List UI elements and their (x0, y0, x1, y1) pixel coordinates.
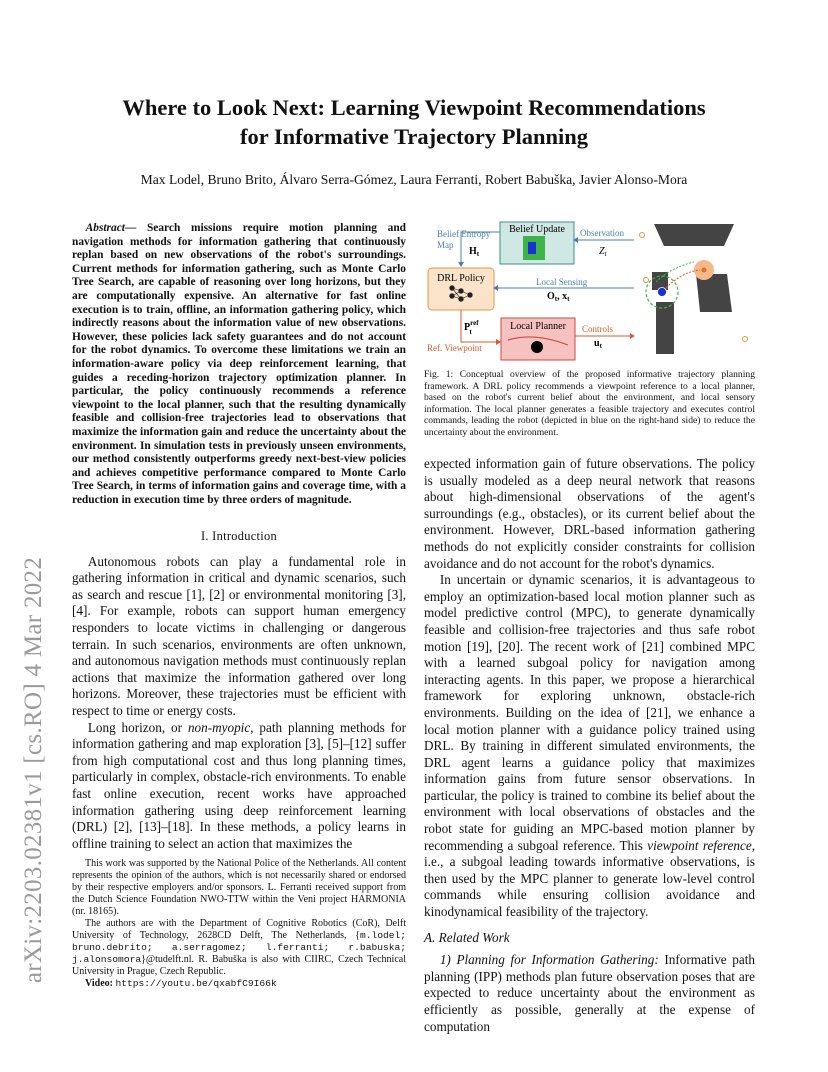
environment-scene (634, 222, 752, 362)
drl-policy-label: DRL Policy (437, 273, 485, 284)
abstract-text: — Search missions require motion planning and navigation methods for information gathering that continuously replan based on new observations of the robot's surroundings. Current methods for information gathering, such as Monte Carlo Tree Search, are capable of reasoning over long horizons, but they are computationally expensive. An alternative for fast online execution is to train, offline, an information gathering policy, which indirectly reasons about the information value of new observations. However, these policies lack safety guarantees and do not account for the robot dynamics. To overcome these limitations we train an information-aware policy via deep reinforcement learning, that guides a receding-horizon trajectory optimization planner. In particular, the policy continuously recommends a reference viewpoint to the local planner, such that the resulting dynamically feasible and collision-free trajectories lead to observations that maximize the information gain and reduce the uncertainty about the environment. In simulation tests in previously unseen environments, our method consistently outperforms greedy next-best-view policies and achieves competitive performance compared to Monte Carlo Tree Search, in terms of information gains and coverage time, with a reduction in execution time by three orders of magnitude. (72, 222, 406, 506)
obstacle-left-bottom (656, 302, 674, 354)
title-line-1: Where to Look Next: Learning Viewpoint Recommendations (122, 95, 706, 120)
figure-1-diagram (424, 218, 755, 364)
local-sensing-label: Local Sensing (536, 277, 588, 287)
right-paragraph-1: expected information gain of future observations. The policy is usually modeled as a deep neural network that reasons about high-dimensional observations of the agent's surroundings (e.g., obstacles), or its current belief about the environment. However, DRL-based information gathering methods do not explicitly consider constraints for collision avoidance and do not account for the robot's dynamics. (424, 456, 755, 571)
robot-dot (531, 341, 543, 353)
right-column-body (424, 456, 755, 1035)
h-t-symbol: $H_t$ (469, 246, 480, 258)
footnote-affiliation: The authors are with the Department of Cognitive Robotics (CoR), Delft University of Technology, 2628CD Delft, The Netherlands, {m.lodel; bruno.debrito; a.serragomez; l.ferranti; r.babuska; j.alonsomora}@tudelft.nl. R. Babuška is also with CIIRC, Czech Technical University in Prague, Czech Republic. (72, 918, 406, 977)
z-t-symbol: $Z_t$ (599, 246, 607, 258)
right-paragraph-3: 1) Planning for Information Gathering: Informative path planning (IPP) methods plan future observation poses that are expected to reduce uncertainty about the environment as efficiently as possible, generally at the expense of computation (424, 952, 755, 1034)
paper-title (0, 93, 828, 151)
obstacle-top (654, 224, 734, 246)
obstacle-right (696, 274, 732, 312)
video-link[interactable]: https://youtu.be/qxabfC9I66k (115, 978, 277, 989)
introduction (72, 528, 406, 852)
observation-label: Observation (580, 228, 624, 238)
robot-icon (658, 288, 667, 297)
author-emails: m.lodel; bruno.debrito; a.serragomez; l.ferranti; r.babuska; j.alonsomora (72, 930, 406, 965)
arxiv-stamp (10, 280, 58, 984)
author-list: Max Lodel, Bruno Brito, Álvaro Serra-Gómez, Laura Ferranti, Robert Babuška, Javier Alonso-Mora (140, 172, 688, 187)
map-label: Map (437, 240, 454, 250)
title-line-2: for Informative Trajectory Planning (239, 124, 589, 149)
controls-label: Controls (582, 324, 614, 334)
ref-viewpoint-arrowhead (496, 339, 501, 345)
o-x-symbol: $O_t$, $x_t$ (547, 291, 570, 303)
entropy-arrowhead (458, 262, 464, 267)
viewpoint-marker (702, 268, 707, 273)
abstract-label: Abstract (85, 222, 125, 234)
subsubsection-ipp: 1) Planning for Information Gathering: (439, 952, 659, 968)
figure-1-caption: Fig. 1: Conceptual overview of the proposed informative trajectory planning framework. A DRL policy recommends a viewpoint reference to a local planner, based on the robot's current belief about the environment, and local sensory information. The local planner generates a feasible trajectory and executes control commands, leading the robot (depicted in blue on the right-hand side) to reduce the uncertainty about the environment. (424, 369, 755, 438)
footnote-funding: This work was supported by the National Police of the Netherlands. All content represents the opinion of the authors, which is not necessarily shared or endorsed by their respective employers and/or sponsors. L. Ferranti received support from the Dutch Science Foundation NWO-TTW within the Veni project HARMONIA (nr. 18165). (72, 858, 406, 917)
footnotes (72, 858, 406, 990)
p-ref-symbol: $P^{ref}$ t (464, 319, 479, 336)
footnote-video: Video: https://youtu.be/qxabfC9I66k (85, 978, 277, 989)
local-planner-label: Local Planner (510, 321, 566, 332)
belief-entropy-label: Belief Entropy (437, 229, 491, 239)
intro-paragraph-2: Long horizon, or non-myopic, path planning methods for information gathering and map exploration [3], [5]–[12] suffer from high computational cost and thus long planning times, particularly in complex, obstacle-rich environments. To enable fast online execution, recent works have approached information gathering using deep reinforcement learning (DRL) [2], [13]–[18]. In these methods, a policy learns in offline training to select an action that maximizes the (72, 719, 407, 851)
subsection-related-work: A. Related Work (424, 929, 510, 945)
arxiv-id: arXiv:2203.02381v1 [cs.RO] 4 Mar 2022 (20, 556, 47, 984)
ref-viewpoint-label: Ref. Viewpoint (427, 343, 482, 353)
section-heading-introduction: I. Introduction (200, 529, 278, 543)
belief-update-label: Belief Update (509, 224, 565, 235)
intro-paragraph-1: Autonomous robots can play a fundamental role in gathering information in critical and dynamic scenarios, such as search and rescue [1], [2] or environmental monitoring [3], [4]. For example, robots can support human emergency responders to locate victims in challenging or dangerous terrain. In such scenarios, environments are often unknown, and autonomous navigation methods must continuously replan actions that maximize the information gathered over long horizons. Moreover, these trajectories must be efficient with respect to time or energy costs. (72, 553, 406, 718)
right-paragraph-2: In uncertain or dynamic scenarios, it is advantageous to employ an optimization-based local motion planner such as model predictive control (MPC), to generate dynamically feasible and collision-free trajectories and thus safe robot motion [19], [20]. The recent work of [21] combined MPC with a learned subgoal policy for navigation among interacting agents. In this paper, we propose a hierarchical framework for exploring unknown, obstacle-rich environments. Building on the idea of [21], we enhance a local motion planner with a guidance policy trained using DRL. By training in different simulated environments, the DRL agent learns a guidance policy that maximizes information gains from future sensor observations. In particular, the policy is trained to combine its belief about the environment with local observations of obstacles and the robot state for guiding an MPC-based motion planner by recommending a subgoal reference. This viewpoint reference, i.e., a subgoal leading towards informative observations, is then used by the MPC planner to generate low-level control commands while ensuring collision avoidance and kinodynamical feasibility of the trajectory. (424, 572, 755, 920)
abstract (72, 222, 406, 507)
u-t-symbol: $u_t$ (594, 338, 602, 350)
robot-belief-marker (528, 242, 536, 254)
